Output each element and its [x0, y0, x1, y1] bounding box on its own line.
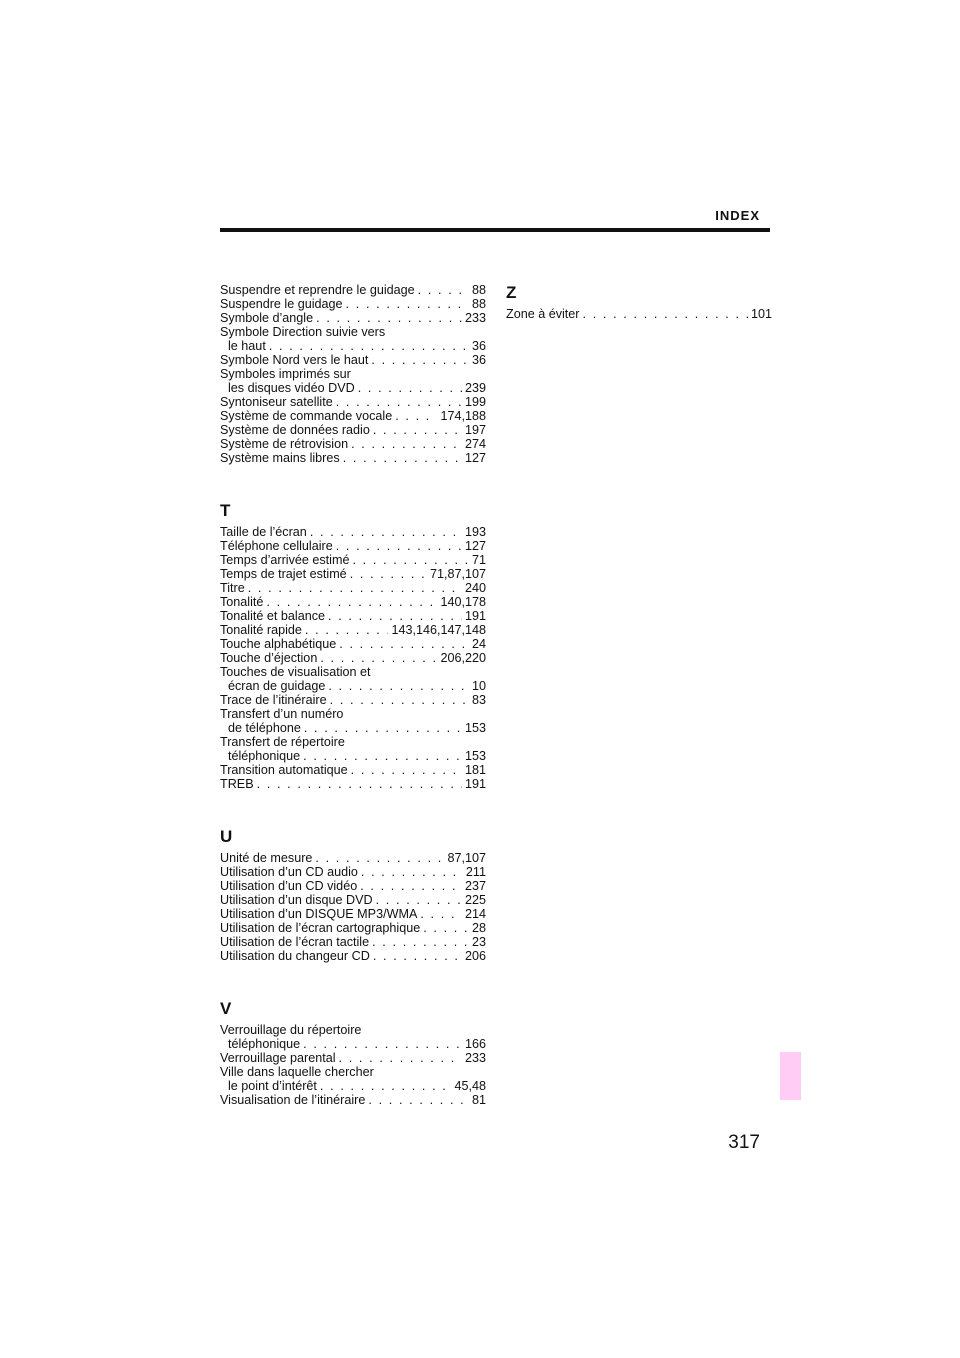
index-entry-page: 45,48 — [454, 1079, 486, 1093]
index-entry — [220, 1065, 486, 1093]
index-entry-page: 153 — [464, 749, 486, 763]
dot-leader — [583, 307, 748, 321]
index-entry-page: 214 — [464, 907, 486, 921]
index-entry-page: 88 — [471, 297, 486, 311]
section-letter: Z — [506, 283, 517, 302]
index-entry-label: Transfert d’un numéro — [220, 707, 344, 721]
dot-leader — [303, 1037, 462, 1051]
dot-leader — [257, 777, 462, 791]
index-entry-label: Taille de l’écran — [220, 525, 307, 539]
dot-leader — [420, 907, 462, 921]
index-entry-label: Transition automatique — [220, 763, 348, 777]
index-entry-page: 153 — [464, 721, 486, 735]
index-entry-page: 233 — [464, 1051, 486, 1065]
index-entry — [220, 865, 486, 879]
index-entry-page: 23 — [471, 935, 486, 949]
index-entry-page: 166 — [464, 1037, 486, 1051]
index-entry-label: Utilisation de l’écran cartographique — [220, 921, 421, 935]
index-entry — [220, 567, 486, 581]
index-entry — [220, 665, 486, 693]
index-entry — [220, 707, 486, 735]
index-entry-page: 24 — [471, 637, 486, 651]
index-entry-label: Système de rétrovision — [220, 437, 349, 451]
dot-leader — [371, 353, 469, 367]
header-rule — [220, 228, 770, 232]
dot-leader — [269, 339, 469, 353]
index-entry-page: 71 — [471, 553, 486, 567]
dot-leader — [351, 763, 462, 777]
index-entry — [220, 735, 486, 763]
index-entry-label: TREB — [220, 777, 254, 791]
index-entry — [220, 297, 486, 311]
index-entry — [220, 763, 486, 777]
index-entry-label: Téléphone cellulaire — [220, 539, 333, 553]
index-entry-page: 81 — [471, 1093, 486, 1107]
index-entry-page: 28 — [471, 921, 486, 935]
index-entry-label: Verrouillage parental — [220, 1051, 336, 1065]
index-entry — [220, 949, 486, 963]
index-entry-label: Trace de l’itinéraire — [220, 693, 327, 707]
index-entry-page: 237 — [464, 879, 486, 893]
index-entry — [220, 1051, 486, 1065]
index-entry — [220, 395, 486, 409]
index-entry-label: Touches de visualisation et — [220, 665, 371, 679]
index-entry — [220, 893, 486, 907]
index-entry-page: 71,87,107 — [429, 567, 486, 581]
index-entry-label: Touche d’éjection — [220, 651, 318, 665]
index-entry-label: Temps de trajet estimé — [220, 567, 347, 581]
dot-leader — [423, 921, 469, 935]
index-entry-page: 101 — [750, 307, 772, 321]
index-entry-page: 143,146,147,148 — [391, 623, 486, 637]
index-column-right — [506, 283, 772, 321]
dot-leader — [248, 581, 462, 595]
index-entry-label: téléphonique — [228, 749, 301, 763]
index-entry-label: Utilisation du changeur CD — [220, 949, 370, 963]
index-entry-label: le point d’intérêt — [228, 1079, 317, 1093]
dot-leader — [373, 949, 462, 963]
index-entry-page: 206,220 — [440, 651, 486, 665]
index-entry — [220, 935, 486, 949]
index-entry-label: Ville dans laquelle chercher — [220, 1065, 374, 1079]
index-entry — [220, 851, 486, 865]
index-entry-label: téléphonique — [228, 1037, 301, 1051]
index-entry — [220, 353, 486, 367]
dot-leader — [343, 451, 462, 465]
index-entry-page: 211 — [465, 865, 486, 879]
index-entry-label: Syntoniseur satellite — [220, 395, 333, 409]
dot-leader — [418, 283, 469, 297]
index-entry-page: 274 — [464, 437, 486, 451]
index-entry — [220, 451, 486, 465]
index-entry-label: Titre — [220, 581, 245, 595]
index-entry-label: Tonalité et balance — [220, 609, 326, 623]
index-entry — [220, 423, 486, 437]
index-entry-page: 36 — [471, 339, 486, 353]
section-letter: V — [220, 999, 232, 1018]
index-section — [506, 283, 772, 321]
dot-leader — [315, 851, 444, 865]
dot-leader — [352, 553, 469, 567]
index-section — [220, 999, 486, 1107]
index-entry-page: 191 — [464, 609, 486, 623]
index-entry — [220, 581, 486, 595]
index-entry — [220, 325, 486, 353]
index-entry-page: 225 — [464, 893, 486, 907]
index-entry-label: Symbole Direction suivie vers — [220, 325, 386, 339]
index-section — [220, 501, 486, 791]
dot-leader — [361, 865, 463, 879]
index-entry — [220, 879, 486, 893]
index-entry-label: écran de guidage — [228, 679, 326, 693]
index-entry-page: 127 — [464, 539, 486, 553]
index-entry-label: Symbole Nord vers le haut — [220, 353, 369, 367]
index-entry — [220, 311, 486, 325]
index-entry-page: 127 — [464, 451, 486, 465]
index-entry — [220, 693, 486, 707]
index-entry-page: 10 — [471, 679, 486, 693]
index-entry-label: Système de commande vocale — [220, 409, 393, 423]
index-entry-page: 191 — [464, 777, 486, 791]
index-entry — [220, 921, 486, 935]
index-entry-label: Unité de mesure — [220, 851, 313, 865]
page-number: 317 — [728, 1132, 760, 1153]
index-entry-page: 239 — [464, 381, 486, 395]
index-entry — [220, 553, 486, 567]
index-entry — [506, 307, 772, 321]
dot-leader — [310, 525, 462, 539]
dot-leader — [303, 749, 462, 763]
index-entry — [220, 409, 486, 423]
index-entry-page: 140,178 — [440, 595, 486, 609]
index-entry — [220, 595, 486, 609]
index-entry — [220, 637, 486, 651]
index-entry-label: Transfert de répertoire — [220, 735, 345, 749]
dot-leader — [373, 423, 462, 437]
dot-leader — [266, 595, 437, 609]
dot-leader — [320, 651, 437, 665]
index-entry-label: Utilisation d’un CD vidéo — [220, 879, 358, 893]
index-entry-label: Symboles imprimés sur — [220, 367, 351, 381]
index-entry-page: 233 — [464, 311, 486, 325]
dot-leader — [330, 693, 469, 707]
dot-leader — [351, 437, 462, 451]
dot-leader — [339, 637, 469, 651]
section-tab — [780, 1052, 801, 1100]
dot-leader — [305, 623, 389, 637]
index-entry-page: 193 — [464, 525, 486, 539]
dot-leader — [346, 297, 469, 311]
dot-leader — [358, 381, 462, 395]
index-entry-label: Zone à éviter — [506, 307, 580, 321]
page-header-title: INDEX — [715, 208, 760, 223]
dot-leader — [372, 935, 469, 949]
index-entry — [220, 777, 486, 791]
index-entry-page: 206 — [464, 949, 486, 963]
index-entry-page: 240 — [464, 581, 486, 595]
index-entry-page: 88 — [471, 283, 486, 297]
index-entry-label: Utilisation d’un DISQUE MP3/WMA — [220, 907, 418, 921]
index-entry-page: 87,107 — [447, 851, 486, 865]
index-entry — [220, 623, 486, 637]
index-entry — [220, 525, 486, 539]
index-entry-label: Tonalité rapide — [220, 623, 302, 637]
dot-leader — [339, 1051, 462, 1065]
dot-leader — [350, 567, 427, 581]
index-entry-page: 199 — [464, 395, 486, 409]
index-section — [220, 827, 486, 963]
index-entry — [220, 283, 486, 297]
index-entry-label: Temps d’arrivée estimé — [220, 553, 350, 567]
dot-leader — [320, 1079, 452, 1093]
index-entry-page: 174,188 — [440, 409, 486, 423]
index-entry — [220, 367, 486, 395]
index-entry-label: Utilisation d’un CD audio — [220, 865, 358, 879]
index-entry-label: Visualisation de l’itinéraire — [220, 1093, 366, 1107]
dot-leader — [360, 879, 462, 893]
index-entry-page: 36 — [471, 353, 486, 367]
index-entry — [220, 651, 486, 665]
index-entry-label: de téléphone — [228, 721, 301, 735]
index-entry-label: Utilisation d’un disque DVD — [220, 893, 373, 907]
dot-leader — [328, 609, 462, 623]
index-entry-label: les disques vidéo DVD — [228, 381, 355, 395]
index-entry — [220, 907, 486, 921]
dot-leader — [328, 679, 469, 693]
index-entry — [220, 1093, 486, 1107]
index-entry-label: Système mains libres — [220, 451, 340, 465]
index-entry — [220, 539, 486, 553]
index-section — [220, 283, 486, 465]
index-entry-label: Tonalité — [220, 595, 264, 609]
index-entry-label: Verrouillage du répertoire — [220, 1023, 362, 1037]
index-entry — [220, 437, 486, 451]
index-column-left — [220, 283, 486, 1107]
dot-leader — [336, 539, 462, 553]
index-entry-label: Touche alphabétique — [220, 637, 337, 651]
index-entry — [220, 1023, 486, 1051]
index-entry-label: le haut — [228, 339, 266, 353]
index-entry — [220, 609, 486, 623]
index-entry-page: 83 — [471, 693, 486, 707]
dot-leader — [316, 311, 462, 325]
index-entry-page: 197 — [464, 423, 486, 437]
index-entry-label: Utilisation de l’écran tactile — [220, 935, 370, 949]
dot-leader — [376, 893, 462, 907]
section-letter: T — [220, 501, 231, 520]
dot-leader — [368, 1093, 469, 1107]
index-entry-label: Suspendre le guidage — [220, 297, 343, 311]
dot-leader — [395, 409, 437, 423]
index-entry-label: Suspendre et reprendre le guidage — [220, 283, 415, 297]
dot-leader — [336, 395, 462, 409]
index-entry-page: 181 — [464, 763, 486, 777]
section-letter: U — [220, 827, 233, 846]
index-entry-label: Système de données radio — [220, 423, 370, 437]
dot-leader — [304, 721, 462, 735]
index-entry-label: Symbole d’angle — [220, 311, 314, 325]
